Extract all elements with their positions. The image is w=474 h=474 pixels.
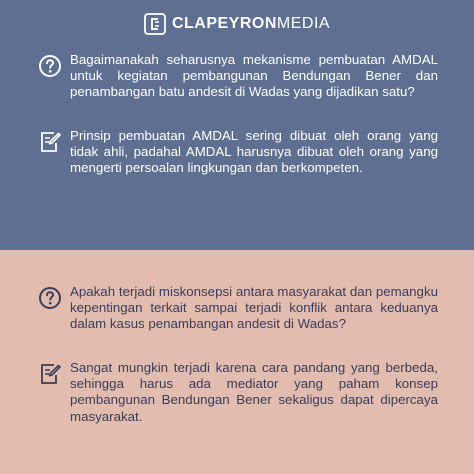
- brand-header: [0, 12, 474, 36]
- question-circle-icon: [38, 286, 62, 310]
- bottom-answer-text: Sangat mungkin terjadi karena cara pandang yang berbeda, sehingga harus ada mediator yang paham konsep pembangunan Bendungan Bener sekaligus dapat dipercaya masyarakat.: [70, 360, 438, 424]
- top-answer-text: Prinsip pembuatan AMDAL sering dibuat oleh orang yang tidak ahli, padahal AMDAL harusnya dibuat oleh orang yang mengerti persoalan lingkungan dan berkompeten.: [70, 128, 438, 176]
- brand-name-light: MEDIA: [276, 15, 331, 32]
- brand-name-bold: CLAPEYRON: [171, 15, 277, 32]
- bottom-question-text: Apakah terjadi miskonsepsi antara masyarakat dan pemangku kepentingan terkait sampai terjadi konflik antara keduanya dalam kasus penambangan andesit di Wadas?: [70, 284, 438, 332]
- top-answer-block: [38, 128, 438, 177]
- wave-divider: [0, 196, 474, 256]
- top-question-block: [38, 52, 438, 101]
- bottom-question-block: [38, 284, 438, 333]
- pencil-note-icon: [38, 130, 62, 154]
- clapeyron-logo-icon: [144, 13, 166, 35]
- top-question-text: Bagaimanakah seharusnya mekanisme pembuatan AMDAL untuk kegiatan pembangunan Bendungan Bener dan penambangan batu andesit di Wadas yang dijadikan satu?: [70, 52, 438, 100]
- brand-name: [172, 15, 330, 33]
- pencil-note-icon: [38, 362, 62, 386]
- bottom-answer-block: [38, 360, 438, 425]
- question-circle-icon: [38, 54, 62, 78]
